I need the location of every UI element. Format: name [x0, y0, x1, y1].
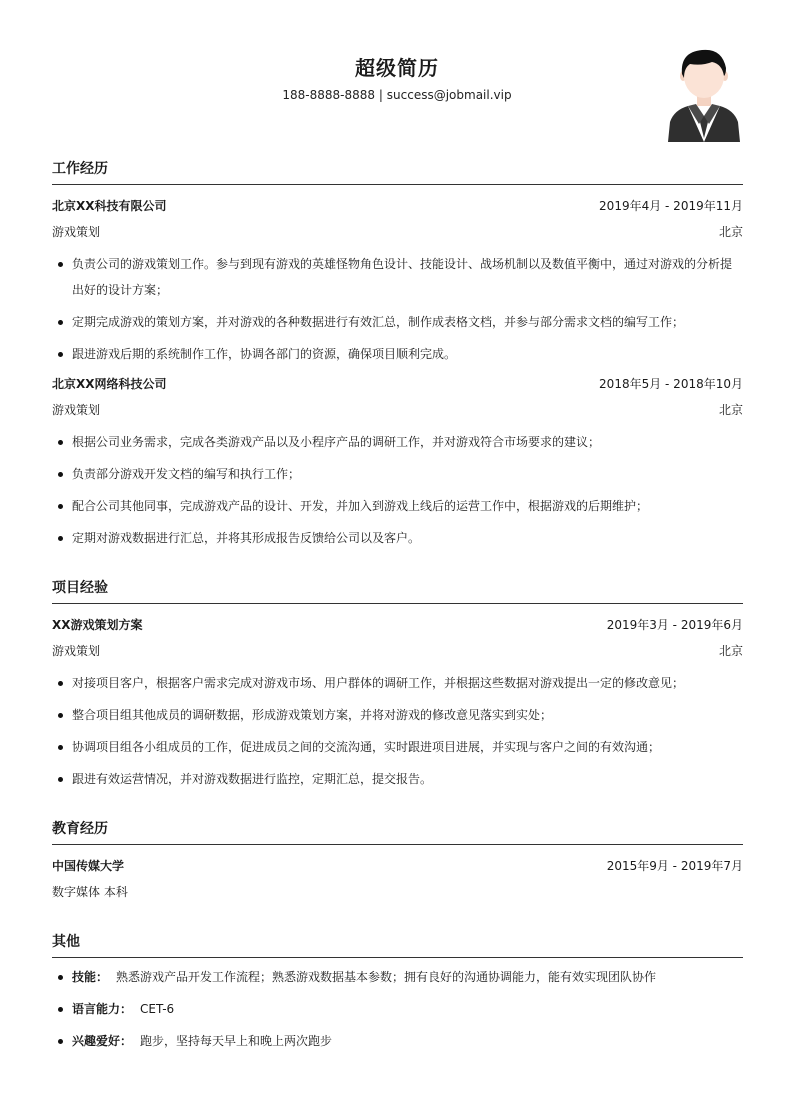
work-entry-header [52, 193, 743, 219]
work-duties-list [52, 429, 743, 551]
work-entry [52, 371, 743, 551]
list-item: 配合公司其他同事，完成游戏产品的设计、开发，并加入到游戏上线后的运营工作中，根据游戏的后期维护； [52, 493, 743, 519]
job-role: 游戏策划 [52, 225, 101, 239]
work-entry-header [52, 371, 743, 397]
language-label: 语言能力： [72, 1002, 133, 1016]
work-entry-subheader [52, 219, 743, 245]
list-item: 负责部分游戏开发文档的编写和执行工作； [52, 461, 743, 487]
project-entry [52, 612, 743, 792]
job-city: 北京 [718, 225, 743, 239]
education-section-title: 教育经历 [52, 821, 108, 837]
education-period: 2015年9月 - 2019年7月 [606, 859, 743, 873]
project-entry-subheader [52, 638, 743, 664]
list-item: 定期完成游戏的策划方案，并对游戏的各种数据进行有效汇总，制作成表格文档，并参与部分需求文档的编写工作； [52, 309, 743, 335]
work-period: 2019年4月 - 2019年11月 [599, 199, 743, 213]
resume-name: 超级简历 [355, 56, 439, 80]
education-entry-header [52, 853, 743, 879]
skills-label: 技能： [72, 970, 109, 984]
list-item [52, 1028, 743, 1054]
job-role: 游戏策划 [52, 403, 101, 417]
work-section-divider [52, 184, 743, 185]
list-item: 对接项目客户，根据客户需求完成对游戏市场、用户群体的调研工作，并根据这些数据对游戏提出一定的修改意见； [52, 670, 743, 696]
list-item [52, 964, 743, 990]
skills-value: 熟悉游戏产品开发工作流程；熟悉游戏数据基本参数；拥有良好的沟通协调能力，能有效实现团队协作 [116, 970, 657, 984]
other-section-title: 其他 [52, 934, 80, 950]
project-period: 2019年3月 - 2019年6月 [606, 618, 743, 632]
other-section-divider [52, 957, 743, 958]
project-role: 游戏策划 [52, 644, 101, 658]
list-item [52, 996, 743, 1022]
project-name: XX游戏策划方案 [52, 618, 143, 632]
work-duties-list [52, 251, 743, 367]
projects-section-title: 项目经验 [52, 580, 108, 596]
company-name: 北京XX科技有限公司 [52, 199, 167, 213]
list-item: 协调项目组各小组成员的工作，促进成员之间的交流沟通，实时跟进项目进展，并实现与客户之间的有效沟通； [52, 734, 743, 760]
avatar [666, 46, 742, 142]
education-section [52, 818, 743, 905]
resume-header [0, 0, 794, 150]
list-item: 整合项目组其他成员的调研数据，形成游戏策划方案，并将对游戏的修改意见落实到实处； [52, 702, 743, 728]
job-city: 北京 [718, 403, 743, 417]
contact-separator: | [378, 88, 383, 102]
hobbies-label: 兴趣爱好： [72, 1034, 133, 1048]
work-section-title: 工作经历 [52, 161, 108, 177]
other-list [52, 964, 743, 1054]
work-period: 2018年5月 - 2018年10月 [599, 377, 743, 391]
education-entry-subheader [52, 879, 743, 905]
list-item: 定期对游戏数据进行汇总，并将其形成报告反馈给公司以及客户。 [52, 525, 743, 551]
projects-section [52, 577, 743, 792]
hobbies-value: 跑步，坚持每天早上和晚上两次跑步 [140, 1034, 333, 1048]
phone-number: 188-8888-8888 [282, 88, 376, 102]
list-item: 跟进游戏后期的系统制作工作，协调各部门的资源，确保项目顺利完成。 [52, 341, 743, 367]
list-item: 负责公司的游戏策划工作。参与到现有游戏的英雄怪物角色设计、技能设计、战场机制以及数值平衡中，通过对游戏的分析提出好的设计方案； [52, 251, 743, 303]
list-item: 跟进有效运营情况，并对游戏数据进行监控，定期汇总，提交报告。 [52, 766, 743, 792]
work-section [52, 158, 743, 551]
education-section-divider [52, 844, 743, 845]
project-entry-header [52, 612, 743, 638]
company-name: 北京XX网络科技公司 [52, 377, 167, 391]
email-address: success@jobmail.vip [386, 88, 512, 102]
work-entry-subheader [52, 397, 743, 423]
other-section [52, 931, 743, 1054]
project-city: 北京 [718, 644, 743, 658]
list-item: 根据公司业务需求，完成各类游戏产品以及小程序产品的调研工作，并对游戏符合市场要求的建议； [52, 429, 743, 455]
project-tasks-list [52, 670, 743, 792]
school-name: 中国传媒大学 [52, 859, 125, 873]
projects-section-divider [52, 603, 743, 604]
education-entry [52, 853, 743, 905]
language-value: CET-6 [140, 1002, 175, 1016]
education-major: 数字媒体 本科 [52, 885, 128, 899]
work-entry [52, 193, 743, 367]
